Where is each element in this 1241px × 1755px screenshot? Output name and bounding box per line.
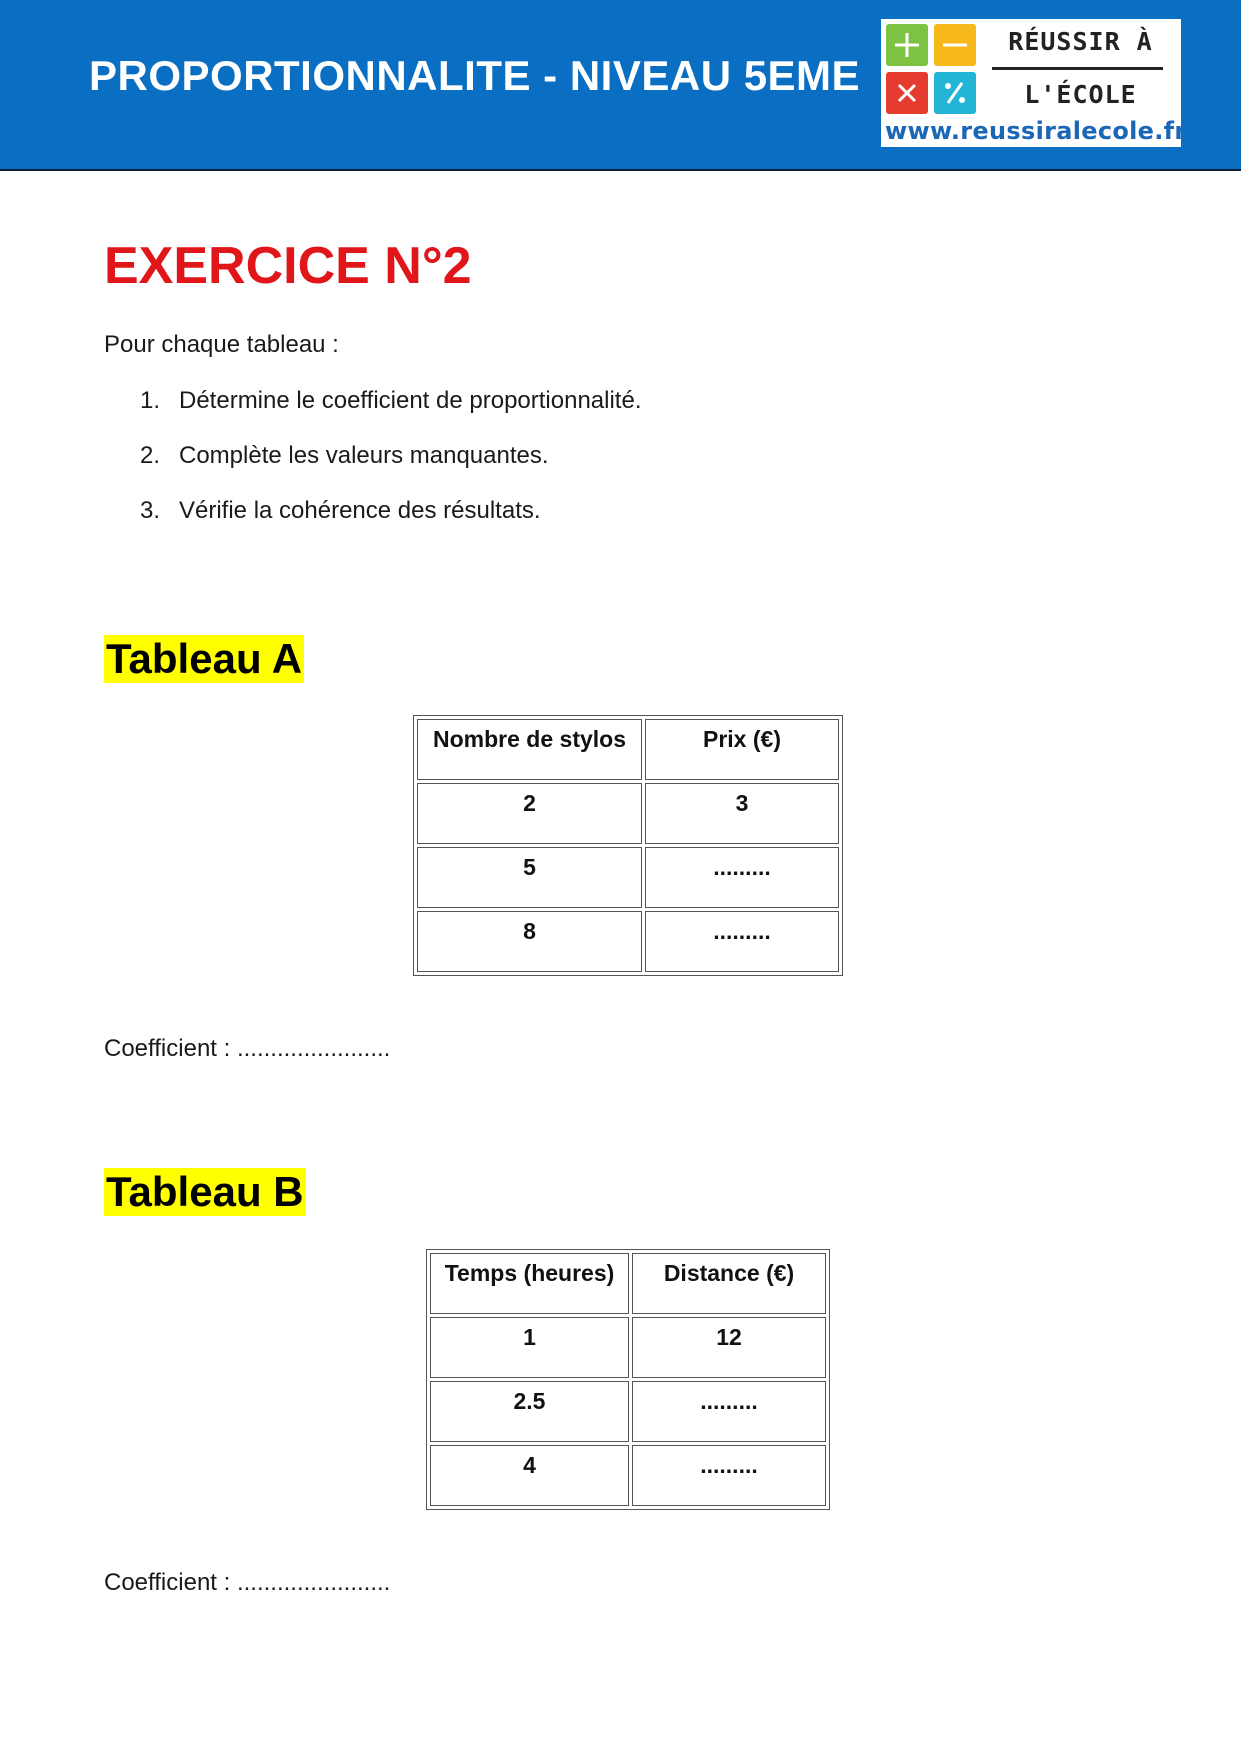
- times-icon: [886, 72, 928, 114]
- table-cell: 8: [417, 911, 642, 972]
- table-cell: 5: [417, 847, 642, 908]
- table-cell: 1: [430, 1317, 629, 1378]
- table-cell: 2: [417, 783, 642, 844]
- minus-icon: [934, 24, 976, 66]
- coefficient-a: Coefficient : .......................: [104, 1035, 391, 1062]
- table-row: [417, 847, 839, 908]
- section-title-tableau-b: Tableau B: [106, 1168, 304, 1215]
- table-header-row: [430, 1253, 826, 1314]
- logo-text-line1: RÉUSSIR À: [1008, 27, 1153, 56]
- answer-blank: .........: [645, 911, 839, 972]
- table-cell: 12: [632, 1317, 826, 1378]
- instruction-list: [140, 387, 642, 552]
- table-cell: 4: [430, 1445, 629, 1506]
- list-item: [140, 442, 642, 497]
- table-row: [430, 1317, 826, 1378]
- column-header: Distance (€): [632, 1253, 826, 1314]
- table-row: [417, 783, 839, 844]
- site-logo: [881, 19, 1187, 147]
- percent-icon: [934, 72, 976, 114]
- step-text: Complète les valeurs manquantes.: [179, 442, 549, 469]
- column-header: Nombre de stylos: [417, 719, 642, 780]
- list-item: [140, 387, 642, 442]
- answer-blank: .........: [645, 847, 839, 908]
- coefficient-b: Coefficient : .......................: [104, 1569, 391, 1596]
- table-cell: 3: [645, 783, 839, 844]
- exercise-title: EXERCICE N°2: [104, 237, 472, 295]
- column-header: Prix (€): [645, 719, 839, 780]
- step-text: Vérifie la cohérence des résultats.: [179, 497, 541, 524]
- plus-icon: [886, 24, 928, 66]
- page-header: [0, 0, 1241, 171]
- logo-text-line2: L'ÉCOLE: [1024, 80, 1137, 109]
- page-title: PROPORTIONNALITE - NIVEAU 5EME: [89, 52, 861, 99]
- step-number: 3.: [140, 497, 161, 524]
- table-a: [413, 715, 843, 976]
- table-b: [426, 1249, 830, 1510]
- step-text: Détermine le coefficient de proportionnalité.: [179, 387, 642, 414]
- answer-blank: .........: [632, 1445, 826, 1506]
- logo-url[interactable]: www.reussiralecole.fr: [885, 117, 1187, 145]
- table-cell: 2.5: [430, 1381, 629, 1442]
- logo-divider: [992, 67, 1163, 70]
- answer-blank: .........: [632, 1381, 826, 1442]
- table-header-row: [417, 719, 839, 780]
- table-row: [417, 911, 839, 972]
- instructions-intro: Pour chaque tableau :: [104, 331, 339, 358]
- table-row: [430, 1381, 826, 1442]
- step-number: 1.: [140, 387, 161, 414]
- column-header: Temps (heures): [430, 1253, 629, 1314]
- section-title-tableau-a: Tableau A: [106, 635, 303, 682]
- table-row: [430, 1445, 826, 1506]
- step-number: 2.: [140, 442, 161, 469]
- list-item: [140, 497, 642, 552]
